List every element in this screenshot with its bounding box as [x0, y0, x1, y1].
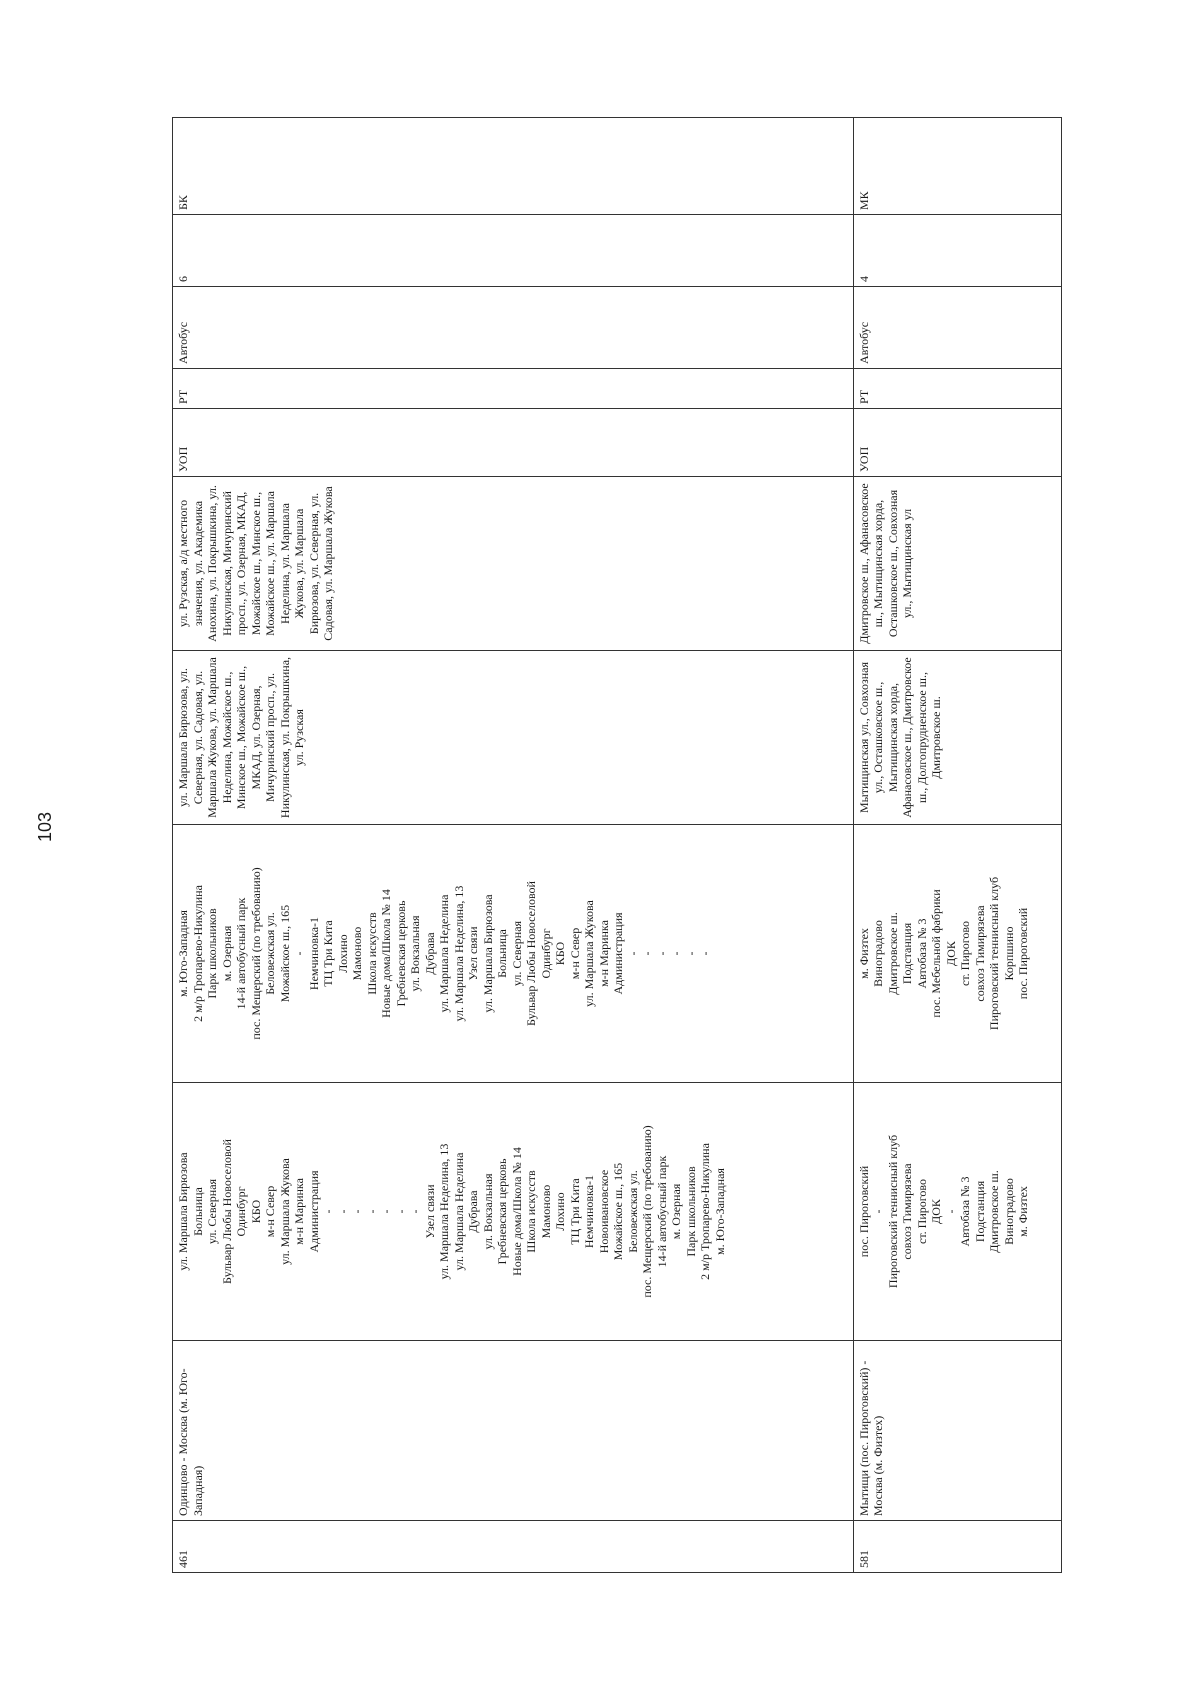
- stop-name: ДОК: [943, 941, 958, 966]
- stop-name: ст. Пирогово: [914, 1179, 929, 1244]
- stop-name: Дубрава: [422, 932, 437, 975]
- stop-name: м. Озерная: [219, 925, 234, 982]
- stop-name: Больница: [190, 1187, 205, 1236]
- stop-name: Дмитровское ш.: [987, 1170, 1002, 1253]
- stop-name: м-н Маринка: [596, 920, 611, 987]
- stop-name: совхоз Тимирязева: [900, 1163, 915, 1260]
- stop-name: ул. Северная: [205, 1178, 219, 1245]
- stop-name: совхоз Тимирязева: [972, 905, 987, 1002]
- route-number: 461: [173, 1521, 854, 1573]
- stop-name: Корпшино: [1001, 926, 1016, 981]
- stop-name: пос. Мебельной фабрики: [929, 889, 944, 1018]
- table-row: [853, 118, 1061, 1573]
- stop-name: Одинбург: [538, 928, 553, 979]
- streets-backward: ул. Рузская, а/д местного значения, ул. Академика Анохина, ул. Покрышкина, ул. Никулинская, Мичуринский просп., ул. Озерная, МКАД, Можайское ш., Минское ш., Можайское ш., ул. Маршала Неделина, ул. Маршала Жукова, ул. Маршала Бирюзова, ул. Северная, ул. Садовая, ул. Маршала Жукова: [173, 477, 854, 651]
- streets-backward: Дмитровское ш., Афанасовское ш., Мытищинская хорда, Осташковское ш., Совхозная ул., Мытищинская ул: [853, 477, 1061, 651]
- stops-forward-cell: [853, 1083, 1061, 1341]
- stop-name: -: [943, 1209, 958, 1214]
- stop-name: Пироговский теннисный клуб: [885, 1134, 900, 1289]
- stops-backward-cell: [173, 825, 854, 1083]
- stop-name: -: [669, 951, 683, 956]
- stop-name: -: [698, 951, 712, 956]
- stop-name: ул. Маршала Неделина: [451, 1152, 466, 1271]
- stop-name: ТЦ Три Кита: [321, 920, 335, 987]
- stop-name: ст. Пирогово: [958, 921, 973, 986]
- stop-name: ул. Маршала Неделина: [437, 894, 451, 1013]
- stop-name: пос. Пироговский: [856, 1165, 871, 1258]
- vehicle-class: МК: [853, 118, 1061, 215]
- vehicle-type: Автобус: [853, 287, 1061, 369]
- stop-name: м. Озерная: [669, 1183, 683, 1240]
- stops-backward-list: [857, 829, 1031, 1078]
- stop-name: ул. Маршала Жукова: [277, 1158, 292, 1265]
- stop-name: -: [408, 1209, 422, 1214]
- stop-name: Беловежская ул.: [625, 1170, 640, 1253]
- streets-forward: ул. Маршала Бирюзова, ул. Северная, ул. Садовая, ул. Маршала Жукова, ул. Маршала Неделина, Можайское ш., Минское ш., Можайское ш., МКАД, ул. Озерная, Мичуринский просп., ул. Никулинская, ул. Покрышкина, ул. Рузская: [173, 651, 854, 825]
- tariff: РТ: [853, 369, 1061, 409]
- stop-name: ул. Маршала Неделина, 13: [451, 885, 466, 1022]
- stop-name: Одинбург: [234, 1186, 248, 1237]
- routes-table-container: [172, 118, 1062, 1573]
- stop-order: УОП: [853, 409, 1061, 477]
- stop-name: -: [654, 951, 669, 956]
- route-name: Мытищи (пос. Пироговский) - Москва (м. Физтех): [853, 1341, 1061, 1521]
- stop-name: м. Юго-Западная: [176, 910, 190, 997]
- vehicle-count: 6: [173, 215, 854, 287]
- stop-name: м-н Маринка: [292, 1178, 306, 1245]
- stop-order: УОП: [173, 409, 854, 477]
- stop-name: КБО: [553, 941, 567, 966]
- stop-name: Дмитровское ш.: [885, 912, 900, 995]
- stop-name: м. Физтех: [1016, 1186, 1031, 1237]
- stop-name: -: [683, 951, 698, 956]
- stop-name: Школа искусств: [524, 1170, 538, 1253]
- stop-name: Пироговский теннисный клуб: [987, 876, 1002, 1031]
- stop-name: 2 м/р Тропарево-Никулина: [698, 1143, 712, 1280]
- stop-name: Виноградово: [1001, 1178, 1016, 1245]
- stop-name: Мамоново: [350, 926, 364, 981]
- stop-name: Администрация: [306, 1170, 321, 1253]
- stop-name: пос. Пироговский: [1016, 907, 1031, 1000]
- stop-name: Виноградово: [871, 920, 886, 987]
- stop-name: Новоивановское: [596, 1169, 611, 1254]
- stop-name: ул. Маршала Бирюзова: [176, 1152, 190, 1271]
- stop-name: 14-й автобусный парк: [654, 1155, 669, 1268]
- stop-name: Подстанция: [900, 922, 915, 985]
- stop-name: Администрация: [611, 912, 625, 995]
- stop-name: м-н Север: [567, 927, 582, 980]
- streets-forward: Мытищинская ул., Совхозная ул., Осташковское ш., Мытищинская хорда, Афанасовское ш., Дмитровское ш., Долгопрудненское ш., Дмитровское ш.: [853, 651, 1061, 825]
- stop-name: -: [292, 951, 306, 956]
- stop-name: -: [625, 951, 640, 956]
- vehicle-count: 4: [853, 215, 1061, 287]
- stop-name: Парк школьников: [683, 1166, 698, 1257]
- stop-name: пос. Мещерский (по требованию): [640, 1125, 654, 1298]
- stop-name: ул. Вокзальная: [408, 915, 422, 992]
- stop-name: Лохино: [335, 934, 350, 973]
- stop-name: Подстанция: [972, 1180, 987, 1243]
- stops-backward-list: [176, 829, 713, 1078]
- stop-name: -: [335, 1209, 350, 1214]
- stop-name: 14-й автобусный парк: [234, 897, 248, 1010]
- stop-name: ТЦ Три Кита: [567, 1178, 582, 1245]
- stop-name: Мамоново: [538, 1184, 553, 1239]
- stops-backward-cell: [853, 825, 1061, 1083]
- stop-name: м. Физтех: [856, 928, 871, 979]
- stop-name: -: [379, 1209, 393, 1214]
- stop-name: Бульвар Любы Новоселовой: [219, 1139, 234, 1284]
- route-number: 581: [853, 1521, 1061, 1573]
- stop-name: 2 м/р Тропарево-Никулина: [190, 885, 205, 1022]
- stop-name: Дубрава: [466, 1190, 480, 1233]
- vehicle-type: Автобус: [173, 287, 854, 369]
- stop-name: пос. Мещерский (по требованию): [248, 867, 263, 1040]
- stop-name: ул. Маршала Жукова: [582, 900, 596, 1007]
- stop-name: ул. Маршала Неделина, 13: [437, 1143, 451, 1280]
- stop-name: -: [364, 1209, 379, 1214]
- stop-name: м-н Север: [263, 1185, 277, 1238]
- stop-name: Узел связи: [422, 1184, 437, 1239]
- stop-name: Автобаза № 3: [958, 1176, 973, 1247]
- stop-name: -: [393, 1209, 408, 1214]
- routes-table: [172, 117, 1062, 1573]
- table-row: [173, 118, 854, 1573]
- stop-name: ул. Вокзальная: [480, 1173, 495, 1250]
- stop-name: Гребневская церковь: [393, 900, 408, 1007]
- stop-name: Немчиновка-1: [306, 916, 321, 991]
- stop-name: Больница: [495, 929, 509, 978]
- stops-forward-cell: [173, 1083, 854, 1341]
- stop-name: -: [871, 1209, 886, 1214]
- stop-name: -: [640, 951, 654, 956]
- stop-name: Можайское ш., 165: [611, 1162, 625, 1261]
- stop-name: КБО: [248, 1199, 263, 1224]
- stop-name: ДОК: [929, 1199, 944, 1224]
- stop-name: Беловежская ул.: [263, 912, 277, 995]
- stop-name: Узел связи: [466, 926, 480, 981]
- stops-forward-list: [857, 1087, 1031, 1336]
- stop-name: ул. Северная: [509, 920, 524, 987]
- vehicle-class: БК: [173, 118, 854, 215]
- stop-name: Бульвар Любы Новоселовой: [524, 881, 538, 1026]
- stop-name: м. Юго-Западная: [712, 1168, 727, 1255]
- stop-name: Лохино: [553, 1192, 567, 1231]
- stop-name: ул. Маршала Бирюзова: [480, 894, 495, 1013]
- stop-name: Можайское ш., 165: [277, 904, 292, 1003]
- stops-forward-list: [176, 1087, 727, 1336]
- stop-name: -: [321, 1209, 335, 1214]
- page-number: 103: [35, 811, 55, 842]
- stop-name: -: [350, 1209, 364, 1214]
- stop-name: Гребневская церковь: [495, 1158, 509, 1265]
- stop-name: Немчиновка-1: [582, 1174, 596, 1249]
- tariff: РТ: [173, 369, 854, 409]
- stop-name: Новые дома/Школа № 14: [509, 1147, 524, 1276]
- stop-name: Новые дома/Школа № 14: [379, 889, 393, 1018]
- route-name: Одинцово - Москва (м. Юго-Западная): [173, 1341, 854, 1521]
- stop-name: Парк школьников: [205, 908, 219, 999]
- stop-name: Школа искусств: [364, 912, 379, 995]
- stop-name: Автобаза № 3: [914, 918, 929, 989]
